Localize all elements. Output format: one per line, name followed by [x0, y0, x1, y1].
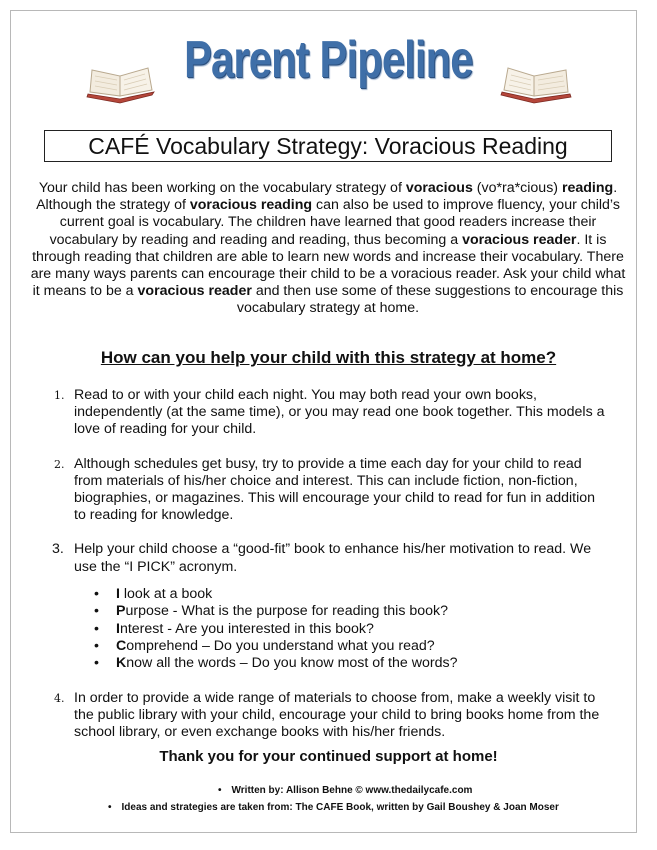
- tip-number: 1.: [54, 389, 65, 402]
- intro-text: . It is through reading that children are able to learn new words and increase their vocabulary. There are many ways parents can encourage their child to be a voracious reader. Ask your child what it means to be a: [30, 231, 626, 300]
- tip-text: In order to provide a wide range of materials to choose from, make a weekly visit to the public library with your child, encourage your child to bring books home from the school library, or even exchange books with his/her friends.: [74, 689, 600, 741]
- strategy-title: CAFÉ Vocabulary Strategy: Voracious Reading: [44, 130, 612, 162]
- intro-paragraph: [28, 180, 628, 318]
- intro-text: . Although the strategy of: [36, 180, 618, 214]
- ipick-list: [74, 586, 610, 673]
- intro-text: can also be used to improve fluency, your child’s current goal is vocabulary. The children have learned that good readers increase their vocabulary by reading and reading and reading, thus becoming a: [49, 197, 620, 248]
- tip-number: 2.: [54, 457, 65, 471]
- ipick-letter: I: [116, 585, 120, 602]
- intro-text: Your child has been working on the vocabulary strategy of: [38, 180, 406, 196]
- thank-you-note: Thank you for your continued support at home!: [159, 748, 498, 765]
- author-text: Written by: Allison Behne © www.thedailycafe.com: [231, 785, 473, 796]
- ipick-item: [94, 603, 610, 620]
- intro-emphasis: voracious: [405, 180, 473, 196]
- ipick-letter: K: [116, 655, 127, 672]
- tip-text: Read to or with your child each night. You may both read your own books, independently (at the same time), or you may read one book together. This models a love of reading for your child.: [74, 387, 605, 438]
- ipick-letter: C: [116, 638, 127, 655]
- list-item: [50, 387, 610, 439]
- tip-text: Although schedules get busy, try to provide a time each day for your child to read from materials of his/her choice and interest. This can include fiction, non-fiction, biographies, or magazines. This will encourage your child to read for fun in addition to reading for knowledge.: [74, 455, 596, 524]
- tip-text: Help your child choose a “good-fit” book to enhance his/her motivation to read. We use the “I PICK” acronym.: [74, 541, 592, 575]
- tip-number: 4.: [54, 691, 65, 705]
- intro-text: (vo*ra*cious): [472, 180, 562, 196]
- list-item: [50, 456, 610, 525]
- ipick-text: now all the words – Do you know most of the words?: [126, 655, 458, 672]
- masthead-title: Parent Pipeline: [184, 31, 473, 89]
- help-heading: How can you help your child with this strategy at home?: [100, 348, 557, 367]
- credit-author: [218, 782, 472, 799]
- tips-list: [50, 387, 610, 758]
- ipick-item: [94, 638, 610, 655]
- masthead: [0, 30, 657, 90]
- intro-emphasis: voracious reader: [137, 283, 252, 300]
- list-item: [50, 690, 610, 742]
- bullet-icon: •: [218, 785, 222, 796]
- credit-source: [108, 799, 559, 816]
- ipick-item: [94, 655, 610, 672]
- ipick-letter: I: [116, 620, 120, 637]
- ipick-text: nterest - Are you interested in this book?: [119, 620, 374, 637]
- intro-emphasis: reading: [561, 180, 614, 196]
- ipick-text: look at a book: [119, 585, 213, 602]
- ipick-letter: P: [116, 603, 126, 620]
- intro-emphasis: voracious reading: [189, 197, 313, 214]
- source-text: Ideas and strategies are taken from: The CAFE Book, written by Gail Boushey & Joan Moser: [121, 802, 559, 813]
- list-item: [50, 541, 610, 672]
- ipick-item: [94, 621, 610, 638]
- intro-text: and then use some of these suggestions to encourage this vocabulary strategy at home.: [236, 283, 624, 317]
- ipick-text: omprehend – Do you understand what you read?: [126, 638, 435, 655]
- bullet-icon: •: [108, 802, 112, 813]
- ipick-text: urpose - What is the purpose for reading this book?: [125, 603, 449, 620]
- ipick-item: [94, 586, 610, 603]
- tip-number: 3.: [52, 541, 64, 558]
- intro-emphasis: voracious reader: [462, 231, 577, 248]
